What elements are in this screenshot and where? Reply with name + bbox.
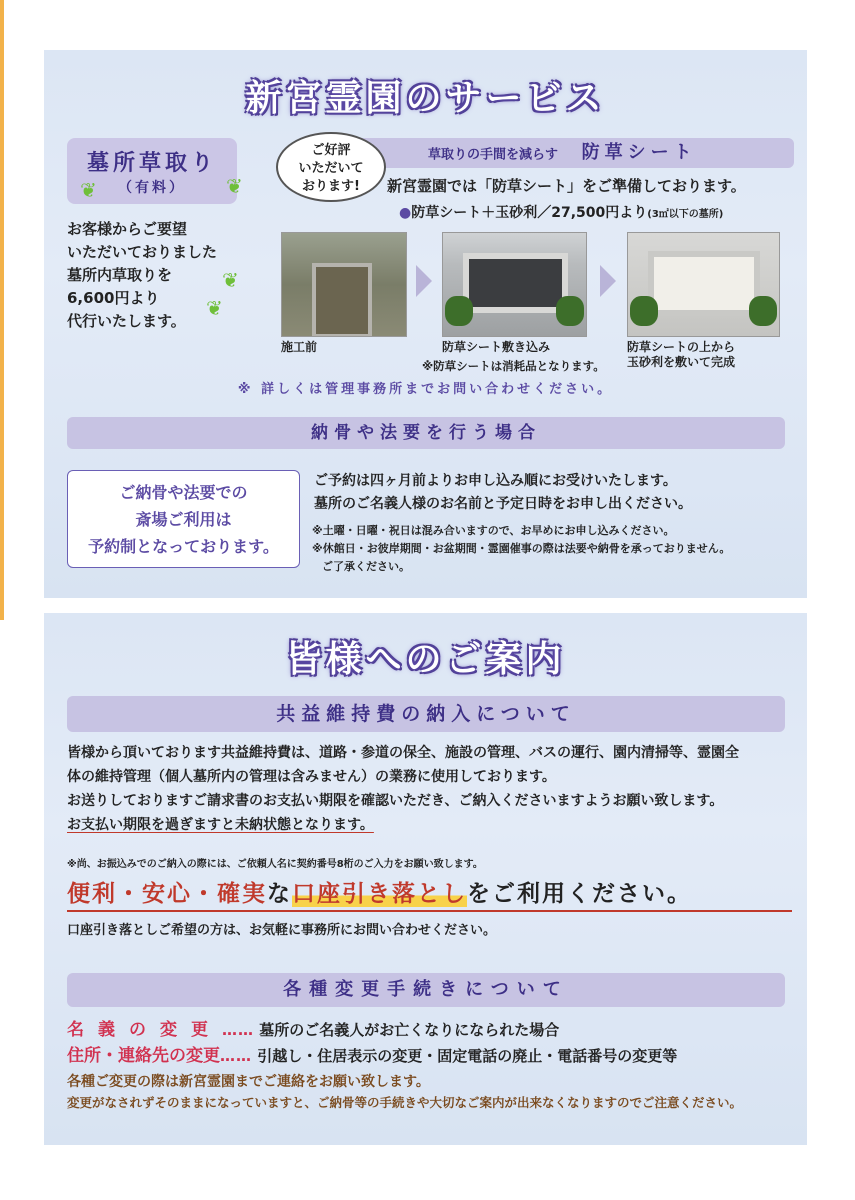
reservation-line: ご納骨や法要での bbox=[119, 483, 248, 502]
reservation-note: ※土曜・日曜・祝日は混み合いますので、お早めにお申し込みください。 bbox=[312, 524, 675, 537]
caption-done-line: 玉砂利を敷いて完成 bbox=[627, 355, 736, 369]
bubble-line: おります! bbox=[302, 179, 360, 194]
sheet-bar bbox=[336, 138, 794, 168]
debit-mid-text: な bbox=[267, 881, 292, 907]
fee-text bbox=[67, 741, 797, 837]
weeding-title: 墓所草取り bbox=[86, 151, 217, 176]
reservation-notes bbox=[312, 522, 730, 576]
change-row-address bbox=[67, 1041, 677, 1066]
burial-bar: 納骨や法要を行う場合 bbox=[67, 417, 785, 449]
debit-highlight: 口座引き落とし bbox=[292, 881, 467, 907]
caption-laying: 防草シート敷き込み bbox=[442, 340, 551, 354]
reservation-box bbox=[67, 470, 300, 568]
photo-before bbox=[281, 232, 407, 337]
weeding-line: 代行いたします。 bbox=[67, 312, 186, 330]
reservation-text bbox=[314, 470, 692, 516]
weeding-line: お客様からご要望 bbox=[67, 220, 188, 238]
sheet-name: 防草シート bbox=[581, 142, 697, 163]
caption-done bbox=[627, 340, 735, 370]
change-warning: 変更がなされずそのままになっていますと、ご納骨等の手続きや大切なご案内が出来なくなりますのでご注意ください。 bbox=[67, 1095, 743, 1110]
reservation-text-line: 墓所のご名義人様のお名前と予定日時をお申し出ください。 bbox=[314, 496, 692, 512]
change-text: 墓所のご名義人がお亡くなりになられた場合 bbox=[259, 1021, 560, 1039]
grass-icon: ❦ bbox=[226, 174, 243, 198]
reservation-note: ご了承ください。 bbox=[322, 560, 410, 573]
debit-red-text: 便利・安心・確実 bbox=[67, 881, 267, 907]
sheet-price-text: 防草シート＋玉砂利／27,500円より bbox=[411, 205, 648, 221]
change-dots: …… bbox=[220, 1047, 252, 1065]
caption-before: 施工前 bbox=[281, 340, 318, 354]
bubble-line: ご好評 bbox=[311, 143, 351, 158]
arrow-right-icon bbox=[416, 265, 432, 297]
debit-headline bbox=[67, 875, 792, 912]
change-text: 引越し・住居表示の変更・固定電話の廃止・電話番号の変更等 bbox=[257, 1047, 678, 1065]
change-row-name bbox=[67, 1015, 559, 1040]
fee-bar: 共益維持費の納入について bbox=[67, 696, 785, 732]
edge-accent-bar bbox=[0, 0, 4, 620]
fee-transfer-note: ※尚、お振込みでのご納入の際には、ご依頼人名に契約番号8桁のご入力をお願い致します。 bbox=[67, 859, 483, 870]
fee-warning: お支払い期限を過ぎますと未納状態となります。 bbox=[67, 817, 374, 833]
info-title: 皆様へのご案内 bbox=[285, 639, 566, 680]
weeding-line: いただいておりました bbox=[67, 243, 218, 261]
fee-line: お送りしておりますご請求書のお支払い期限を確認いただき、ご納入くださいますようお願い致します。 bbox=[67, 793, 724, 809]
sheet-prep-text: 新宮霊園では「防草シート」をご準備しております。 bbox=[387, 177, 746, 195]
change-label: 名義の変更 bbox=[67, 1020, 222, 1040]
debit-end-text: をご利用ください。 bbox=[467, 881, 692, 907]
sheet-price bbox=[399, 202, 723, 222]
weeding-line: 墓所内草取りを bbox=[67, 266, 173, 284]
fee-line: 体の維持管理（個人墓所内の管理は含みません）の業務に使用しております。 bbox=[67, 769, 556, 785]
change-note: 各種ご変更の際は新宮霊園までご連絡をお願い致します。 bbox=[67, 1074, 430, 1090]
grass-icon: ❦ bbox=[222, 268, 239, 292]
sheet-price-note: (3㎡以下の墓所) bbox=[647, 209, 724, 220]
bullet-icon: ● bbox=[399, 205, 412, 221]
grass-icon: ❦ bbox=[206, 296, 223, 320]
sheet-lead: 草取りの手間を減らす bbox=[428, 147, 559, 163]
weeding-description bbox=[67, 218, 267, 333]
info-panel bbox=[44, 613, 807, 1145]
service-title: 新宮霊園のサービス bbox=[245, 78, 606, 119]
reservation-text-line: ご予約は四ヶ月前よりお申し込み順にお受けいたします。 bbox=[314, 473, 677, 489]
grass-icon: ❦ bbox=[80, 178, 97, 202]
reservation-line: 斎場ご利用は bbox=[135, 510, 232, 529]
debit-subtext: 口座引き落としご希望の方は、お気軽に事務所にお問い合わせください。 bbox=[67, 923, 497, 938]
weeding-line: 6,600円より bbox=[67, 289, 160, 307]
caption-done-line: 防草シートの上から bbox=[627, 340, 736, 354]
fee-line: 皆様から頂いております共益維持費は、道路・参道の保全、施設の管理、バスの運行、園内清掃等、霊園全 bbox=[67, 745, 739, 761]
change-bar: 各種変更手続きについて bbox=[67, 973, 785, 1007]
photo-completed bbox=[627, 232, 780, 337]
reservation-line: 予約制となっております。 bbox=[88, 537, 279, 556]
popular-bubble bbox=[276, 132, 386, 202]
arrow-right-icon bbox=[600, 265, 616, 297]
change-label: 住所・連絡先の変更 bbox=[67, 1046, 220, 1066]
photo-sheet-laying bbox=[442, 232, 587, 337]
service-panel bbox=[44, 50, 807, 598]
bubble-line: いただいて bbox=[298, 161, 364, 176]
change-dots: …… bbox=[222, 1021, 254, 1039]
detail-note: ※ 詳しくは管理事務所までお問い合わせください。 bbox=[237, 382, 614, 397]
reservation-note: ※休館日・お彼岸期間・お盆期間・霊園催事の際は法要や納骨を承っておりません。 bbox=[312, 542, 731, 555]
weeding-subtitle: （有料） bbox=[118, 180, 186, 196]
caption-consumable: ※防草シートは消耗品となります。 bbox=[422, 359, 605, 373]
